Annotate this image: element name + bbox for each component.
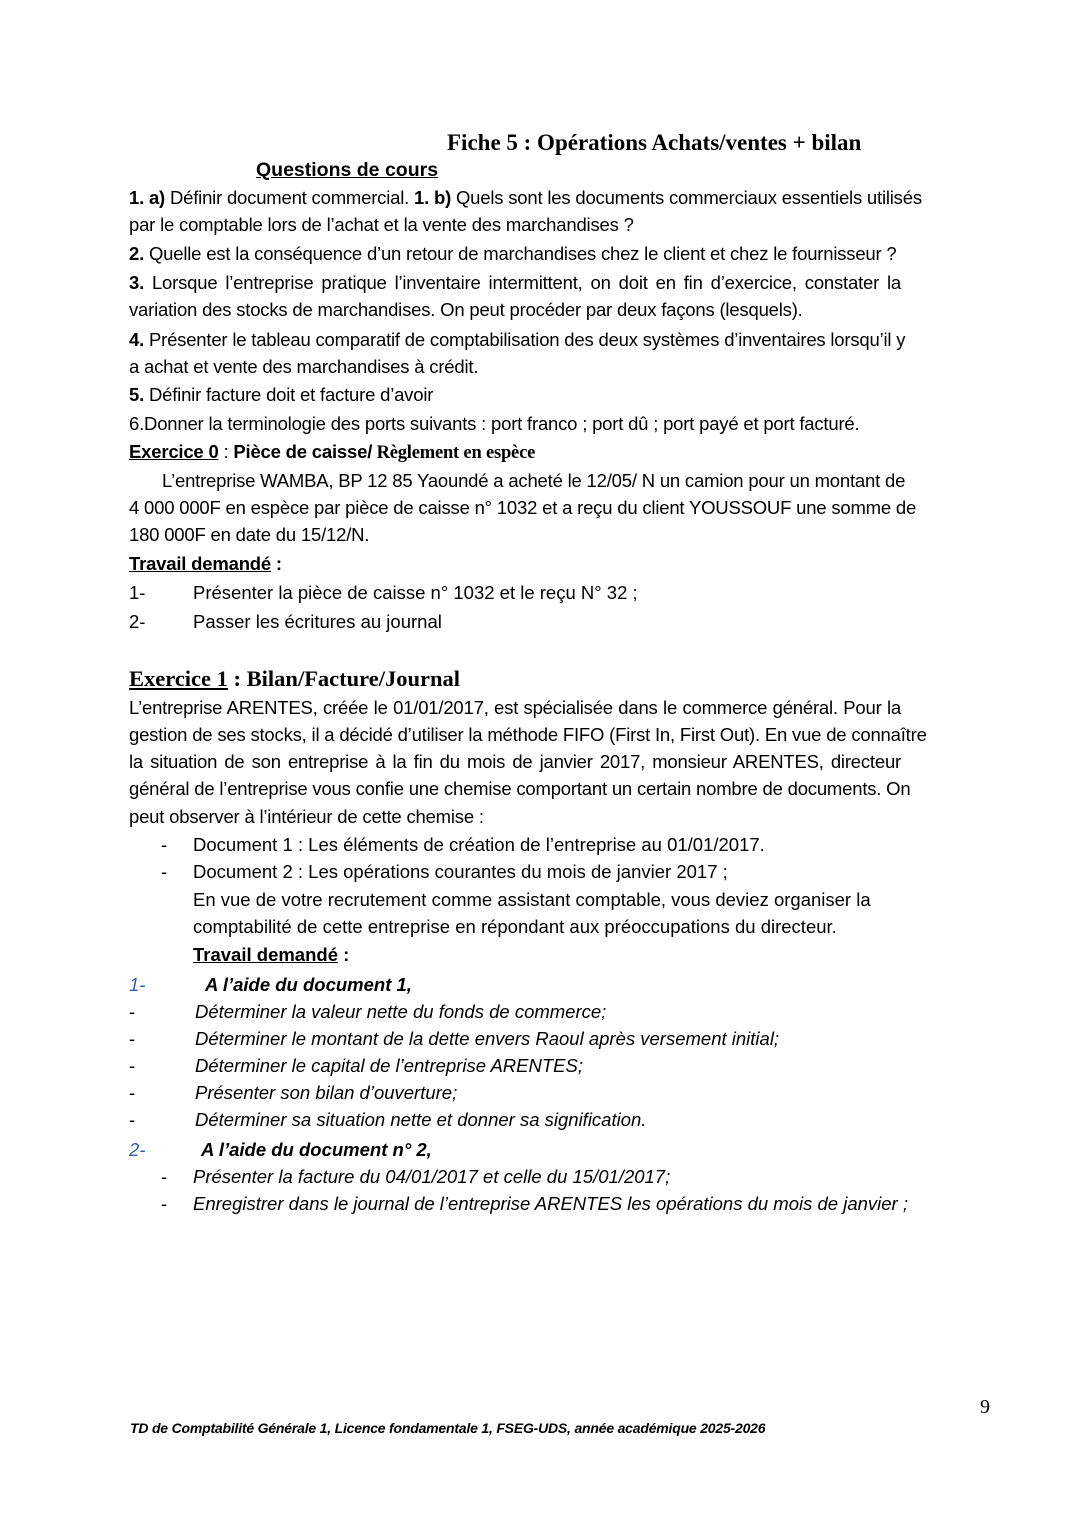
dash-bullet: - [161, 1193, 168, 1214]
dash-bullet: - [129, 1055, 136, 1076]
exercise-0-item-2-number: 2- [129, 611, 146, 632]
part-1-title: A l’aide du document 1, [205, 974, 412, 995]
exercise-1-work-heading [193, 941, 349, 968]
part-2-item-1: Présenter la facture du 04/01/2017 et celle du 15/01/2017; [193, 1166, 671, 1187]
dash-bullet: - [161, 834, 168, 855]
part-1-item-5: Déterminer sa situation nette et donner sa signification. [195, 1109, 647, 1130]
question-4-continuation: a achat et vente des marchandises à crédit. [129, 356, 479, 377]
question-number: 1. b) [414, 187, 452, 208]
exercise-1-heading [129, 665, 460, 693]
question-text: Définir document commercial. [165, 187, 415, 208]
part-1-item-3: Déterminer le capital de l’entreprise ARENTES; [195, 1055, 583, 1076]
question-text: Quelle est la conséquence d’un retour de marchandises chez le client et chez le fournisseur ? [144, 243, 897, 264]
recruitment-line-1: En vue de votre recrutement comme assistant comptable, vous deviez organiser la [193, 889, 871, 910]
exercise-0-work-heading [129, 550, 901, 577]
dash-bullet: - [161, 1166, 168, 1187]
exercise-1-paragraph-line-3: la situation de son entreprise à la fin du mois de janvier 2017, monsieur ARENTES, directeur [129, 751, 901, 772]
part-1-item-2: Déterminer le montant de la dette envers Raoul après versement initial; [195, 1028, 780, 1049]
part-2-title: A l’aide du document n° 2, [201, 1139, 432, 1160]
work-label: Travail demandé [129, 553, 271, 574]
question-1-continuation: par le comptable lors de l’achat et la vente des marchandises ? [129, 214, 634, 235]
dash-bullet: - [129, 1028, 136, 1049]
question-4 [129, 326, 906, 353]
question-number: 4. [129, 329, 145, 350]
exercise-1-paragraph-line-4: général de l’entreprise vous confie une chemise comportant un certain nombre de documents. On [129, 778, 911, 799]
question-5 [129, 381, 901, 408]
question-text: Lorsque l’entreprise pratique l’inventaire intermittent, on doit en fin d’exercice, constater la [144, 272, 901, 293]
question-number: 3. [129, 272, 145, 293]
exercise-1-title: : Bilan/Facture/Journal [227, 666, 461, 691]
document-2-item: Document 2 : Les opérations courantes du mois de janvier 2017 ; [193, 861, 728, 882]
question-text: Définir facture doit et facture d’avoir [144, 384, 434, 405]
question-6: 6.Donner la terminologie des ports suivants : port franco ; port dû ; port payé et port facturé. [129, 413, 860, 434]
question-number: 2. [129, 243, 145, 264]
exercise-0-paragraph-line-2: 4 000 000F en espèce par pièce de caisse n° 1032 et a reçu du client YOUSSOUF une somme de [129, 497, 917, 518]
page-footer: TD de Comptabilité Générale 1, Licence fondamentale 1, FSEG-UDS, année académique 2025-2026 [130, 1420, 766, 1436]
work-colon: : [270, 553, 282, 574]
exercise-1-label: Exercice 1 [129, 666, 228, 691]
dash-bullet: - [129, 1001, 136, 1022]
question-number: 5. [129, 384, 145, 405]
exercise-0-item-1-text: Présenter la pièce de caisse n° 1032 et le reçu N° 32 ; [193, 582, 638, 603]
exercise-0-paragraph-line-1: L’entreprise WAMBA, BP 12 85 Yaoundé a acheté le 12/05/ N un camion pour un montant de [162, 470, 906, 491]
exercise-1-paragraph-line-5: peut observer à l’intérieur de cette chemise : [129, 806, 484, 827]
dash-bullet: - [129, 1109, 136, 1130]
page-number: 9 [980, 1396, 990, 1418]
document-1-item: Document 1 : Les éléments de création de l’entreprise au 01/01/2017. [193, 834, 765, 855]
exercise-1-paragraph-line-2: gestion de ses stocks, il a décidé d’utiliser la méthode FIFO (First In, First Out). En vue de connaître [129, 724, 927, 745]
question-1 [129, 184, 922, 211]
exercise-0-item-2-text: Passer les écritures au journal [193, 611, 442, 632]
exercise-0-label: Exercice 0 [129, 441, 219, 462]
part-1-item-4: Présenter son bilan d’ouverture; [195, 1082, 458, 1103]
part-1-number: 1- [129, 974, 146, 995]
question-text: Quels sont les documents commerciaux essentiels utilisés [451, 187, 922, 208]
part-2-number: 2- [129, 1139, 146, 1160]
work-label: Travail demandé [193, 944, 338, 965]
heading-separator: : [218, 441, 234, 462]
section-heading-questions: Questions de cours [256, 159, 439, 181]
page-title: Fiche 5 : Opérations Achats/ventes + bilan [447, 130, 862, 155]
question-text: Présenter le tableau comparatif de comptabilisation des deux systèmes d’inventaires lorsqu’il y [144, 329, 906, 350]
work-colon: : [337, 944, 350, 965]
exercise-0-title: Pièce de caisse/ [233, 441, 373, 462]
question-3-continuation: variation des stocks de marchandises. On peut procéder par deux façons (lesquels). [129, 299, 803, 320]
exercise-0-paragraph-line-3: 180 000F en date du 15/12/N. [129, 524, 370, 545]
part-2-item-2: Enregistrer dans le journal de l’entreprise ARENTES les opérations du mois de janvier ; [193, 1193, 908, 1214]
question-2 [129, 240, 901, 267]
exercise-1-paragraph-line-1: L’entreprise ARENTES, créée le 01/01/2017, est spécialisée dans le commerce général. Pour la [129, 697, 901, 718]
dash-bullet: - [129, 1082, 136, 1103]
dash-bullet: - [161, 861, 168, 882]
exercise-0-title-serif: Règlement en espèce [372, 443, 536, 463]
part-1-item-1: Déterminer la valeur nette du fonds de commerce; [195, 1001, 607, 1022]
exercise-0-heading [129, 438, 901, 467]
question-3 [129, 269, 901, 296]
exercise-0-item-1-number: 1- [129, 582, 146, 603]
recruitment-line-2: comptabilité de cette entreprise en répondant aux préoccupations du directeur. [193, 916, 837, 937]
question-number: 1. a) [129, 187, 166, 208]
